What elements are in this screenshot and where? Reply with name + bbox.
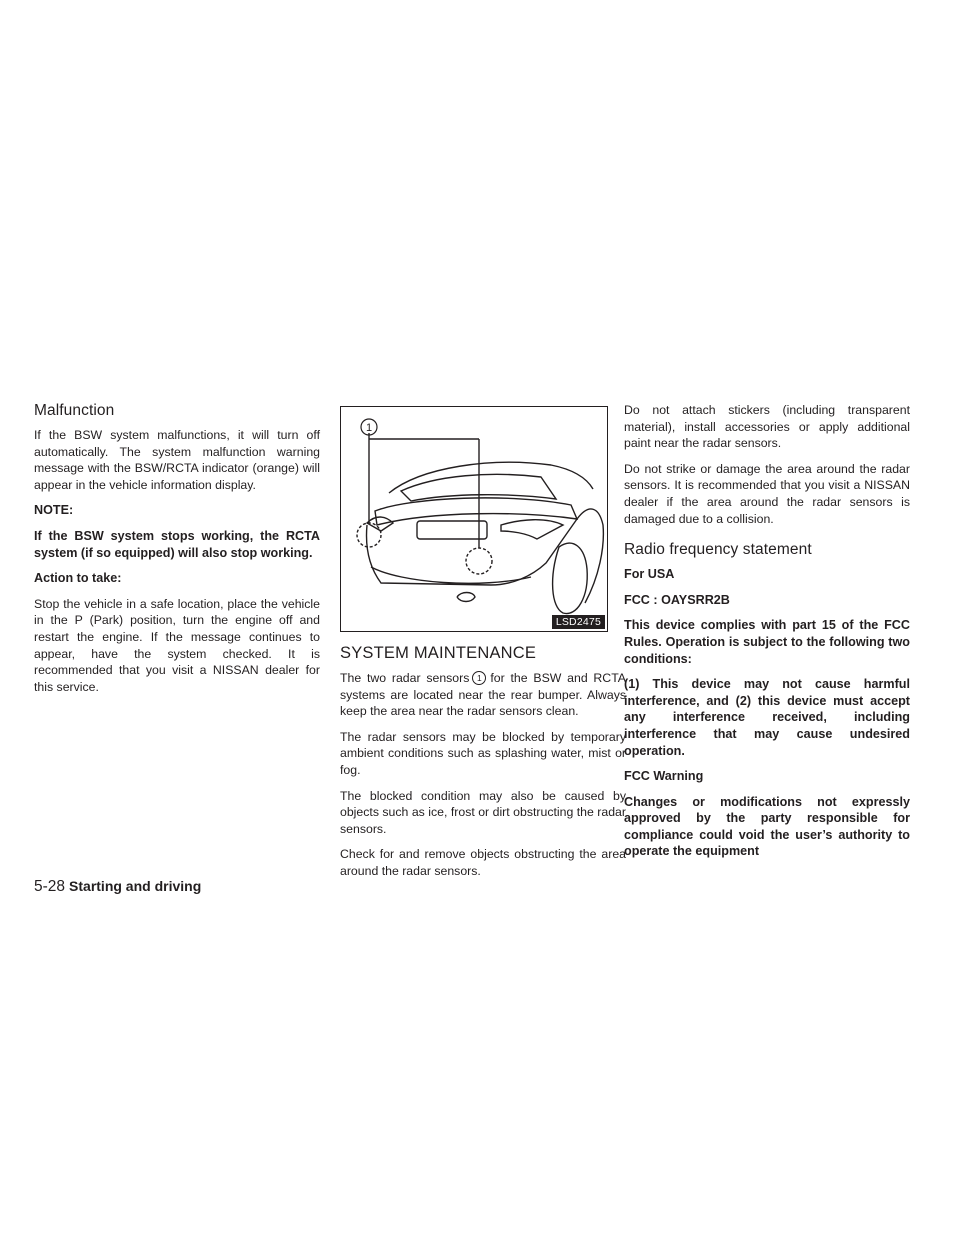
sensor-right-circle	[466, 548, 492, 574]
car-side-outline	[577, 509, 603, 603]
maintenance-text-b: for the BSW and RCTA systems are located near the rear bumper. Always keep the area near the radar sensors clean.	[340, 671, 626, 719]
page-number: 5-28	[34, 878, 66, 895]
car-roof-outline	[389, 462, 593, 493]
column-middle	[340, 402, 626, 889]
note-text: If the BSW system stops working, the RCTA system (if so equipped) will also stop working.	[34, 528, 320, 560]
maintenance-paragraph-2: The radar sensors may be blocked by temporary ambient conditions such as splashing water, mist or fog.	[340, 729, 626, 777]
maintenance-paragraph-1	[340, 670, 626, 720]
stickers-paragraph: Do not attach stickers (including transparent material), install accessories or apply additional paint near the radar sensors.	[624, 403, 910, 451]
action-text: Stop the vehicle in a safe location, place the vehicle in the P (Park) position, turn the engine off and restart the engine. If the message continues to appear, have the system checked. It is recommended that you visit a NISSAN dealer for this service.	[34, 596, 320, 694]
maintenance-paragraph-4: Check for and remove objects obstructing the area around the radar sensors.	[340, 847, 626, 878]
sensor-marker-icon: 1	[472, 671, 486, 685]
car-rear-illustration	[341, 407, 607, 631]
rear-car-figure	[340, 406, 608, 632]
exhaust-outline	[457, 593, 475, 602]
fcc-conditions: (1) This device may not cause harmful interference, and (2) this device must accept any interference received, including interference that may cause undesired operation.	[624, 677, 910, 758]
column-left	[34, 402, 320, 704]
fcc-warning-label: FCC Warning	[624, 769, 704, 784]
strike-paragraph: Do not strike or damage the area around the radar sensors. It is recommended that you visit a NISSAN dealer if the area around the radar sensors is damaged due to a collision.	[624, 461, 910, 526]
column-right	[624, 402, 910, 869]
page-footer	[34, 878, 201, 896]
sensor-left-circle	[357, 523, 381, 547]
fcc-id: FCC : OAYSRR2B	[624, 592, 730, 607]
fcc-warning-text: Changes or modifications not expressly approved by the party responsible for compliance could void the user’s authority to operate the equipment	[624, 794, 910, 859]
section-name: Starting and driving	[69, 878, 202, 894]
heading-system-maintenance: SYSTEM MAINTENANCE	[340, 644, 537, 662]
heading-radio-frequency: Radio frequency statement	[624, 541, 812, 559]
maintenance-paragraph-3: The blocked condition may also be caused by objects such as ice, frost or dirt obstructing the radar sensors.	[340, 788, 626, 836]
malfunction-paragraph: If the BSW system malfunctions, it will turn off automatically. The system malfunction warning message with the BSW/RCTA indicator (orange) will appear in the vehicle information display.	[34, 428, 320, 492]
action-label: Action to take:	[34, 571, 122, 586]
fcc-compliance: This device complies with part 15 of the FCC Rules. Operation is subject to the following two conditions:	[624, 618, 910, 666]
heading-malfunction: Malfunction	[34, 402, 115, 419]
note-label: NOTE:	[34, 503, 74, 518]
figure-callout-number: 1	[365, 422, 373, 434]
figure-code-label: LSD2475	[552, 615, 605, 629]
wheel-right	[553, 543, 588, 613]
car-body-outline	[367, 519, 577, 585]
tail-light-right	[501, 520, 563, 539]
license-plate-area	[417, 521, 487, 539]
maintenance-text-a: The two radar sensors	[340, 671, 470, 685]
for-usa-label: For USA	[624, 567, 675, 582]
rear-bumper-outline	[371, 567, 531, 583]
